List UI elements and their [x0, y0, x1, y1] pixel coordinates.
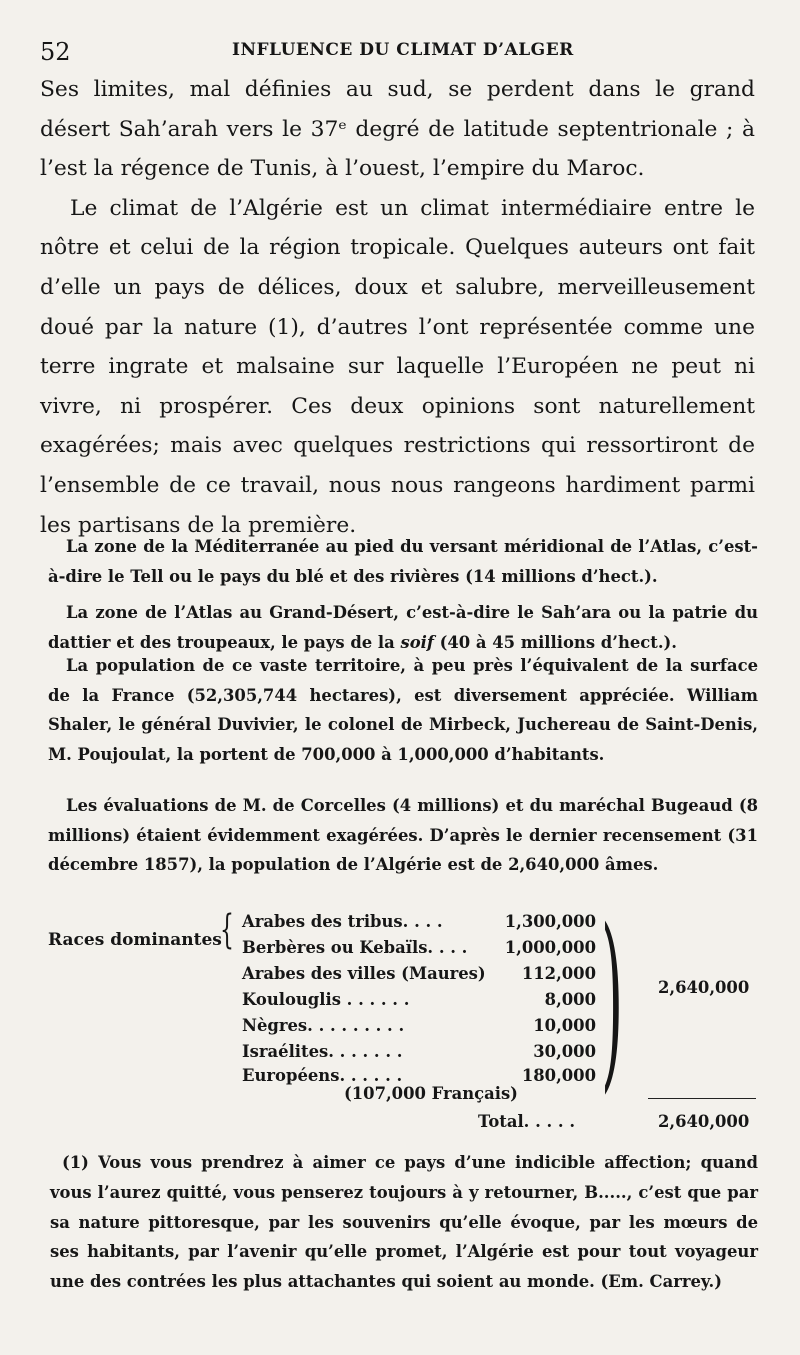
page-header: [40, 38, 760, 68]
races-label: Races dominantes: [48, 930, 222, 950]
table-row-value: 10,000: [533, 1016, 596, 1035]
zone-atlas-text-a: La zone de l’Atlas au Grand-Désert, c’est-à-dire le Sah’ara ou la patrie du dattier et des troupeaux, le pays de la: [48, 603, 758, 652]
zone-atlas: [48, 598, 758, 657]
table-row-label: Arabes des tribus. . . .: [242, 912, 443, 931]
table-row-label: Israélites. . . . . . .: [242, 1042, 403, 1061]
table-row-label: Arabes des villes (Maures): [242, 964, 486, 983]
page-number: 52: [40, 38, 71, 66]
table-row-label: Berbères ou Kebaïls. . . .: [242, 938, 468, 957]
footnote-text: (1) Vous vous prendrez à aimer ce pays d’une indicible affection; quand vous l’aurez quitté, vous penserez toujours à y retourner, B....., c’est que par sa nature pittoresque, par les souvenirs qu’elle évoque, par les mœurs de ses habitants, par l’avenir qu’elle promet, l’Algérie est pour tout voyageur une des contrées les plus attachantes qui soient au monde. (Em. Carrey.): [50, 1153, 758, 1292]
population-section: [48, 651, 758, 776]
main-text: [40, 70, 755, 545]
paragraph-climate: Le climat de l’Algérie est un climat intermédiaire entre le nôtre et celui de la région tropicale. Quelques auteurs ont fait d’elle un pays de délices, doux et salubre, merveilleusement doué par la nature (1), d’autres l’ont représentée comme une terre ingrate et malsaine sur laquelle l’Européen ne peut ni vivre, ni prospérer. Ces deux opinions sont naturellement exagérées; mais avec quelques restrictions qui ressortiront de l’ensemble de ce travail, nous nous rangeons hardiment parmi les partisans de la première.: [40, 195, 755, 538]
zone-atlas-italic: soif: [400, 632, 434, 652]
table-row-value: 112,000: [521, 964, 596, 983]
zones-section: [48, 532, 758, 664]
evaluations-section: [48, 791, 758, 887]
right-brace: ): [601, 889, 624, 1110]
grand-total-value: 2,640,000: [658, 978, 750, 997]
left-brace: {: [220, 907, 234, 953]
zone-mediterranean: La zone de la Méditerranée au pied du versant méridional de l’Atlas, c’est-à-dire le Tell ou le pays du blé et des rivières (14 millions d’hect.).: [48, 537, 758, 586]
table-row-label: Koulouglis . . . . . .: [242, 990, 410, 1009]
footnote: [50, 1148, 758, 1297]
table-row-value: 1,000,000: [504, 938, 596, 957]
table-row-label: Européens. . . . . .: [242, 1066, 403, 1085]
table-row-value: 30,000: [533, 1042, 596, 1061]
table-row-value: 180,000: [521, 1066, 596, 1085]
running-title: INFLUENCE DU CLIMAT D’ALGER: [232, 40, 574, 60]
population-table: [48, 889, 760, 1140]
paragraph-borders: Ses limites, mal définies au sud, se perdent dans le grand désert Sah’arah vers le 37ᵉ degré de latitude septentrionale ; à l’est la régence de Tunis, à l’ouest, l’empire du Maroc.: [40, 77, 755, 182]
table-row-value: 8,000: [544, 990, 596, 1009]
total-rule: [648, 1098, 756, 1099]
population-paragraph: La population de ce vaste territoire, à peu près l’équivalent de la surface de la France (52,305,744 hectares), est diversement appréciée. William Shaler, le général Duvivier, le colonel de Mirbeck, Juchereau de Saint-Denis, M. Poujoulat, la portent de 700,000 à 1,000,000 d’habitants.: [48, 656, 758, 764]
total-label: Total. . . . .: [478, 1112, 576, 1131]
table-row-value: 1,300,000: [504, 912, 596, 931]
evaluations-paragraph: Les évaluations de M. de Corcelles (4 millions) et du maréchal Bugeaud (8 millions) étaient évidemment exagérées. D’après le dernier recensement (31 décembre 1857), la population de l’Algérie est de 2,640,000 âmes.: [48, 796, 758, 875]
total-value: 2,640,000: [658, 1112, 750, 1131]
french-subnote: (107,000 Français): [344, 1084, 518, 1103]
table-row-label: Nègres. . . . . . . . .: [242, 1016, 405, 1035]
zone-atlas-text-b: (40 à 45 millions d’hect.).: [433, 632, 678, 652]
